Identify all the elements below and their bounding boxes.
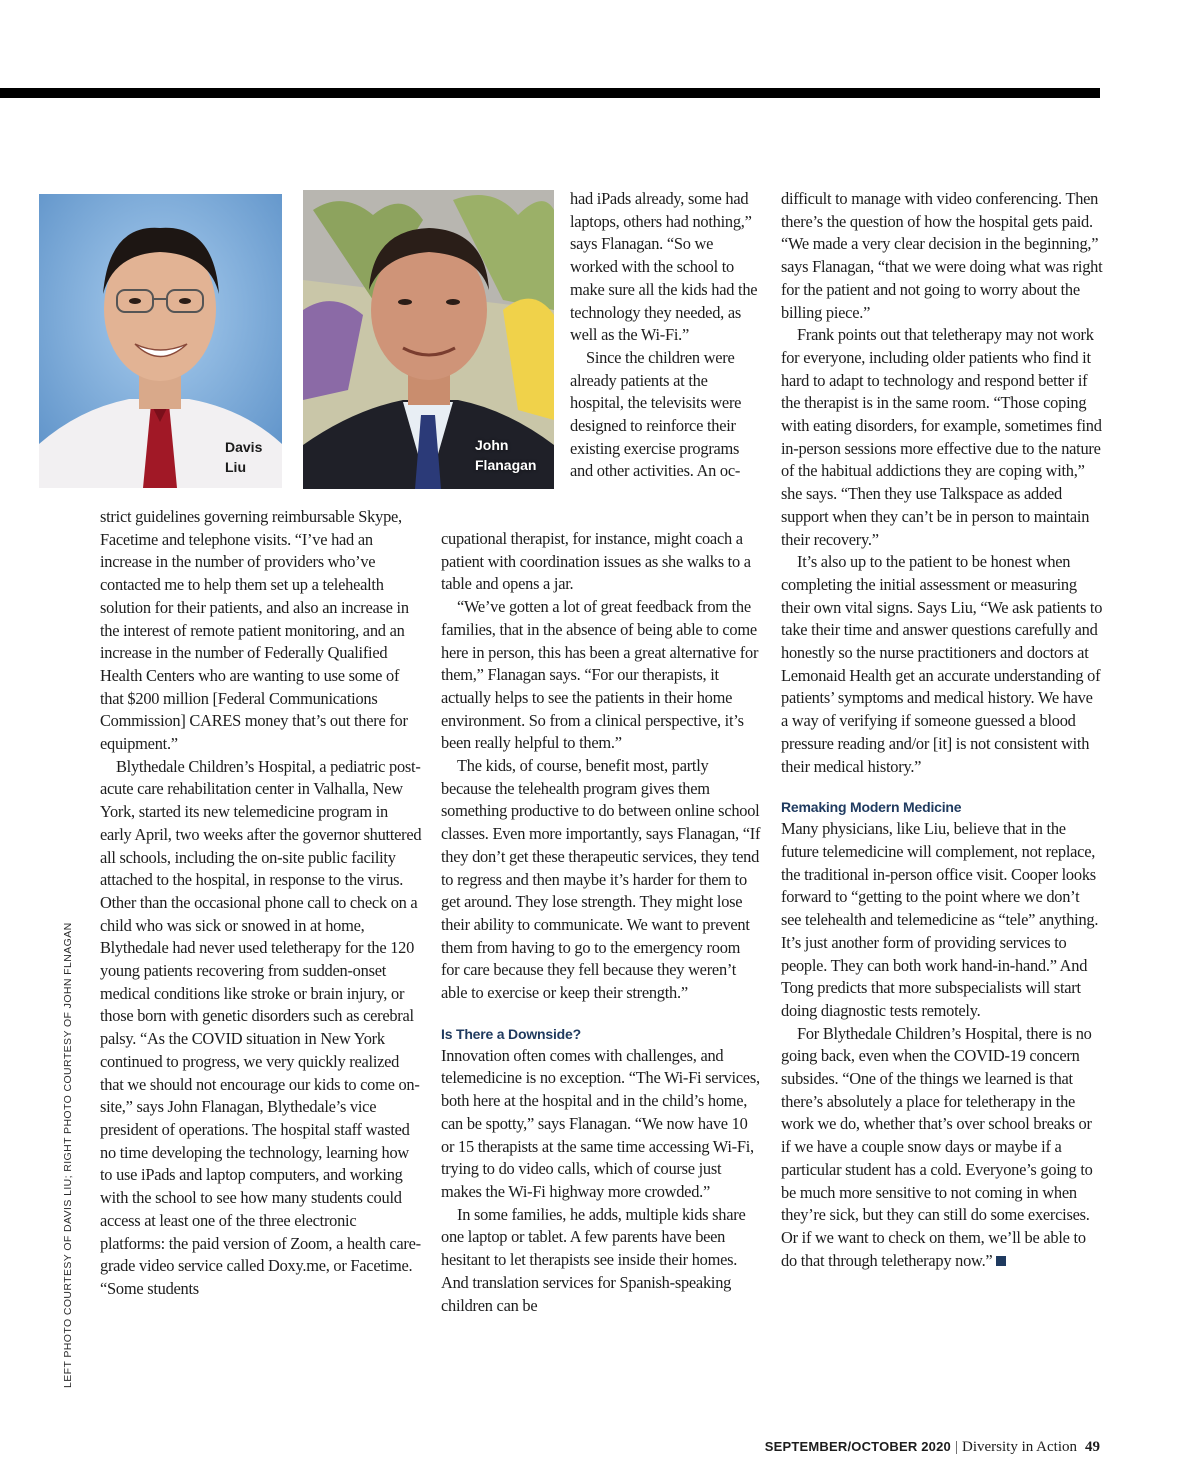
paragraph: had iPads already, some had laptops, others had nothing,” says Flanagan. “So we worked with the school to make sure all the kids had the technology they needed, as well as the Wi-Fi.” <box>570 189 758 345</box>
paragraph: Blythedale Children’s Hospital, a pediatric post-acute care rehabilitation center in Valhalla, New York, started its new telemedicine program in early April, two weeks after the governor shuttered all schools, including the on-site public facility attached to the hospital, in response to the virus. Other than the occasional phone call to check on a child who was sick or snowed in at home, Blythedale had never used teletherapy for the 120 young patients recovering from sudden-onset medical conditions like stroke or brain injury, or those born with genetic disorders such as cerebral palsy. “As the COVID situation in New York continued to progress, we very quickly realized that we should not encourage our kids to come on-site,” says John Flanagan, Blythedale’s vice president of operations. The hospital staff wasted no time developing the technology, learning how to use iPads and laptop computers, and working with the school to see how many students could access at least one of the three electronic platforms: the paid version of Zoom, a health care-grade video service called Doxy.me, or Facetime. “Some students <box>100 756 422 1298</box>
caption-line: Flanagan <box>475 457 537 473</box>
caption-line: Davis <box>225 439 263 455</box>
page-number: 49 <box>1085 1439 1100 1455</box>
photo-caption-flanagan <box>475 435 536 475</box>
footer-publication: Diversity in Action <box>962 1439 1077 1455</box>
paragraph: “We’ve gotten a lot of great feedback from the families, that in the absence of being able to come here in person, this has been a great alternative for them,” Flanagan says. “For our therapists, it actually helps to see the patients in their home environment. So from a clinical perspective, it’s been really helpful to them.” <box>441 597 759 753</box>
photo-john-flanagan <box>303 190 554 489</box>
paragraph: In some families, he adds, multiple kids share one laptop or tablet. A few parents have been hesitant to let therapists see inside their homes. And translation services for Spanish-speaking children can be <box>441 1204 746 1315</box>
caption-line: Liu <box>225 459 246 475</box>
article-column-1 <box>100 506 422 1301</box>
paragraph: strict guidelines governing reimbursable Skype, Facetime and telephone visits. “I’ve had an increase in the number of providers who’ve contacted me to help them set up a telehealth solution for their patients, and also an increase in the interest of remote patient monitoring, and an increase in the number of Federally Qualified Health Centers who are wanting to use some of that $200 million [Federal Communications Commission] CARES money that’s out there for equipment.” <box>100 507 409 754</box>
top-rule <box>0 88 1100 98</box>
paragraph: Since the children were already patients at the hospital, the televisits were designed to reinforce their existing exercise programs and other activities. An oc- <box>570 347 742 481</box>
paragraph: cupational therapist, for instance, might coach a patient with coordination issues as she walks to a table and opens a jar. <box>441 529 751 594</box>
article-column-2 <box>441 528 761 1317</box>
article-column-3 <box>781 188 1103 1272</box>
paragraph: Frank points out that teletherapy may not work for everyone, including older patients who find it hard to adapt to technology and respond better if the therapist is in the same room. “Those coping with eating disorders, for example, sometimes find in-person sessions more effective due to the nature of the habitual addictions they are coping with,” she says. “Then they use Talkspace as added support when they can’t be in person to maintain their recovery.” <box>781 325 1102 549</box>
article-column-2-top <box>570 188 758 483</box>
photo-credit: LEFT PHOTO COURTESY OF DAVIS LIU; RIGHT PHOTO COURTESY OF JOHN FLNAGAN <box>62 922 74 1388</box>
page-footer <box>765 1439 1100 1456</box>
paragraph <box>781 1023 1103 1273</box>
photo-davis-liu <box>39 194 282 488</box>
paragraph: It’s also up to the patient to be honest when completing the initial assessment or measuring their own vital signs. Says Liu, “We ask patients to take their time and answer questions carefully and honestly so the nurse practitioners and doctors at Lemonaid Health get an accurate understanding of patients’ symptoms and medical history. We have a way of verifying if someone guessed a blood pressure reading and/or [it] is not consistent with their medical history.” <box>781 552 1103 776</box>
caption-line: John <box>475 437 509 453</box>
paragraph: Many physicians, like Liu, believe that in the future telemedicine will complement, not replace, the traditional in-person office visit. Cooper looks forward to “getting to the point where we don’t see telehealth and telemedicine as “tele” anything. It’s just another form of providing services to people. They can both work hand-in-hand.” And Tong predicts that more subspecialists will start doing diagnostic tests remotely. <box>781 819 1099 1020</box>
photo-caption-liu <box>225 437 262 477</box>
section-heading: Remaking Modern Medicine <box>781 799 962 816</box>
end-of-article-mark <box>996 1256 1006 1266</box>
footer-separator: | <box>954 1439 958 1455</box>
paragraph: difficult to manage with video conferencing. Then there’s the question of how the hospital gets paid. “We made a very clear decision in the beginning,” says Flanagan, “that we were doing what was right for the patient and not going to worry about the billing piece.” <box>781 189 1103 322</box>
footer-issue: SEPTEMBER/OCTOBER 2020 <box>764 1439 951 1454</box>
paragraph: The kids, of course, benefit most, partly because the telehealth program gives them something productive to do between online school classes. Even more importantly, says Flanagan, “If they don’t get these therapeutic services, they tend to regress and then maybe it’s harder for them to get around. They lose strength. They might lose their ability to communicate. We want to prevent them from having to go to the emergency room for care because they fell because they weren’t able to exercise or keep their strength.” <box>441 756 761 1003</box>
section-heading: Is There a Downside? <box>441 1025 581 1042</box>
paragraph-text: For Blythedale Children’s Hospital, there is no going back, even when the COVID-19 concern subsides. “One of the things we learned is that there’s absolutely a place for teletherapy in the work we do, whether that’s over school breaks or if we have a couple snow days or maybe if a particular student has a cold. Everyone’s going to be much more sensitive to not coming in when they’re sick, but they can still do some exercises. Or if we want to check on them, we’ll be able to do that through teletherapy now.” <box>781 1023 1093 1270</box>
paragraph: Innovation often comes with challenges, and telemedicine is no exception. “The Wi-Fi services, both here at the hospital and in the child’s home, can be spotty,” says Flanagan. “We now have 10 or 15 therapists at the same time accessing Wi-Fi, trying to do video calls, which of course just makes the Wi-Fi highway more crowded.” <box>441 1045 760 1201</box>
